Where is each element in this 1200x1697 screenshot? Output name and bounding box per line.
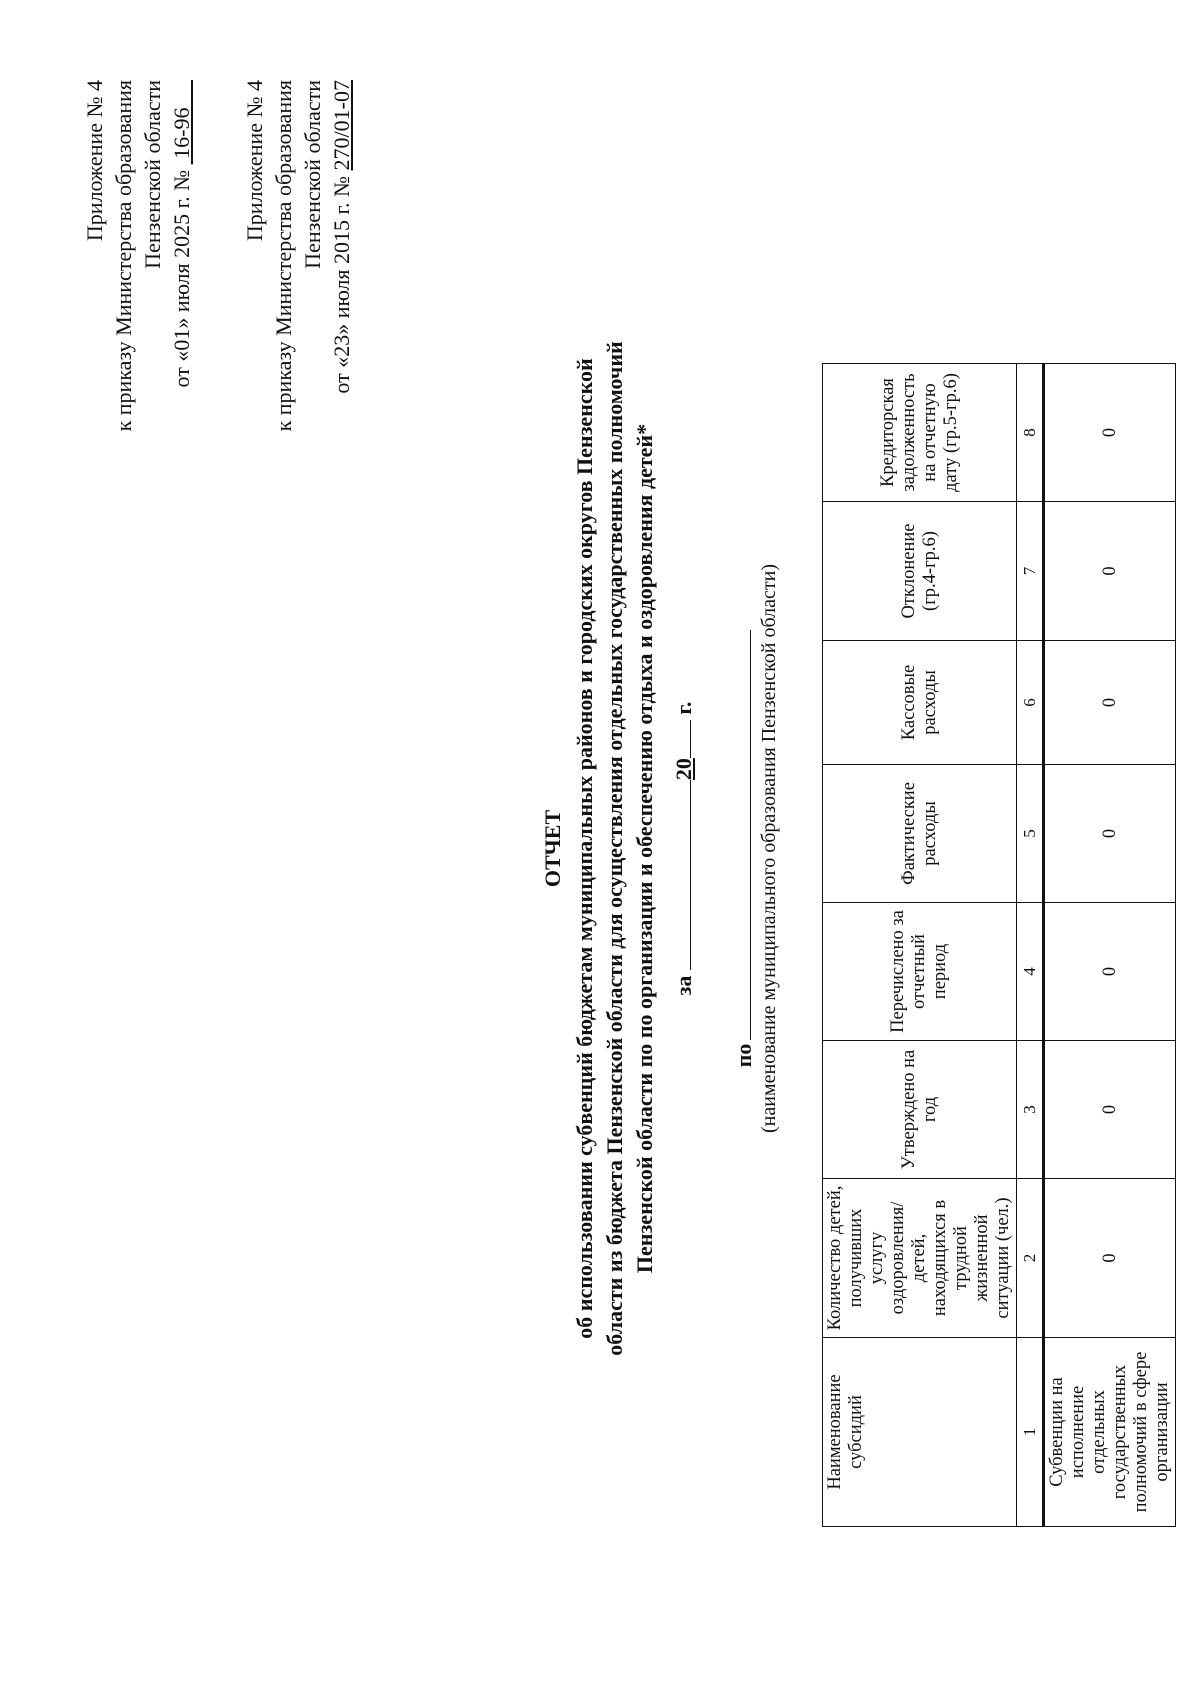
appendix-new-region: Пензенской области — [140, 80, 165, 269]
report-subtitle-line-3: Пензенской области по по организации и обеспечению отдыха и оздоровления детей* — [632, 423, 657, 1274]
appendix-new-title: Приложение № 4 — [82, 80, 107, 242]
appendix-new-block — [80, 80, 196, 431]
appendix-old-number: 270/01-07 — [329, 80, 354, 171]
row-actual-expenses: 0 — [1044, 765, 1176, 903]
appendix-old-region: Пензенской области — [300, 80, 325, 269]
row-transferred: 0 — [1044, 903, 1176, 1041]
header-cash-expenses: Кассовые расходы — [823, 641, 1017, 765]
report-subtitle-line-1: об использовании субвенций бюджетам муниципальных районов и городских округов Пензенской — [572, 358, 597, 1339]
appendix-old-order: к приказу Министерства образования — [271, 80, 296, 432]
report-subtitle-line-2: области из бюджета Пензенской области для осуществления отдельных государственных полномочий — [602, 341, 627, 1356]
appendix-new-number-text: 16-96 — [169, 107, 194, 159]
column-number: 4 — [1017, 903, 1044, 1041]
header-deviation: Отклонение (гр.4-гр.6) — [823, 502, 1017, 641]
header-children-count: Количество детей, получивших услугу оздоровления/детей, находящихся в трудной жизненной ситуации (чел.) — [823, 1179, 1017, 1338]
report-period — [668, 150, 699, 1547]
column-number-row — [1017, 364, 1044, 1527]
column-number: 1 — [1017, 1338, 1044, 1527]
row-deviation: 0 — [1044, 502, 1176, 641]
municipality-label: по — [731, 1043, 756, 1068]
municipality-blank — [728, 630, 751, 1040]
header-actual-expenses: Фактические расходы — [823, 765, 1017, 903]
column-number: 7 — [1017, 502, 1044, 641]
appendix-old-date-prefix: от «23» июля 2015 г. № — [329, 170, 354, 394]
column-number: 6 — [1017, 641, 1044, 765]
municipality-line — [728, 150, 781, 1547]
report-title-block — [538, 150, 699, 1547]
column-number: 5 — [1017, 765, 1044, 903]
report-table — [822, 363, 1176, 1527]
period-blank-year — [668, 720, 691, 758]
row-cash-expenses: 0 — [1044, 641, 1176, 765]
report-title: ОТЧЕТ — [540, 809, 565, 888]
appendix-new-number — [169, 80, 194, 164]
appendix-new-date-prefix: от «01» июля 2025 г. № — [169, 164, 194, 388]
period-blank-month — [668, 780, 691, 970]
municipality-hint: (наименование муниципального образования Пензенской области) — [758, 563, 780, 1134]
row-subsidy-name: Субвенции на исполнение отдельных государственных полномочий в сфере организации — [1044, 1338, 1176, 1527]
appendix-new-date — [167, 80, 196, 431]
row-approved: 0 — [1044, 1041, 1176, 1179]
header-approved: Утверждено на год — [823, 1041, 1017, 1179]
appendix-old-block — [240, 80, 356, 431]
column-number: 8 — [1017, 364, 1044, 502]
column-number: 2 — [1017, 1179, 1044, 1338]
row-payables: 0 — [1044, 364, 1176, 502]
report-period-suffix: г. — [671, 701, 696, 715]
appendix-old-date — [327, 80, 356, 431]
table-row — [1044, 364, 1176, 1527]
appendix-old-title: Приложение № 4 — [242, 80, 267, 242]
report-period-prefix: за — [671, 975, 696, 996]
municipality-field — [728, 150, 757, 1547]
column-number: 3 — [1017, 1041, 1044, 1179]
table-header-row — [823, 364, 1017, 1527]
row-children-count: 0 — [1044, 1179, 1176, 1338]
header-transferred: Перечислено за отчетный период — [823, 903, 1017, 1041]
appendix-new-order: к приказу Министерства образования — [111, 80, 136, 432]
header-payables: Кредиторская задолженность на отчетную дату (гр.5-гр.6) — [823, 364, 1017, 502]
header-subsidy-name: Наименование субсидий — [823, 1338, 1017, 1527]
report-period-year: 20 — [671, 758, 696, 781]
